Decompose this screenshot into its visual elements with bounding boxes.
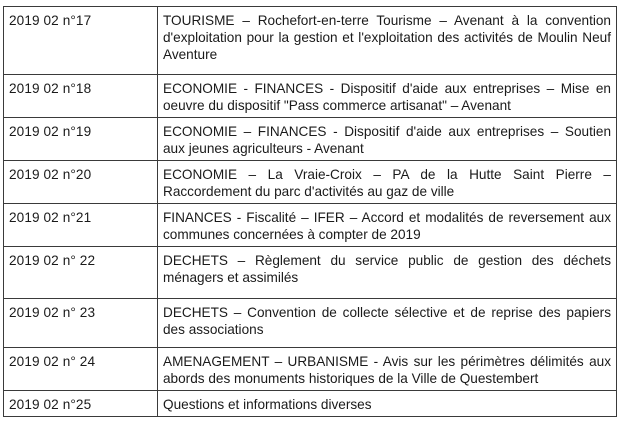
deliberation-subject: ECONOMIE - FINANCES - Dispositif d'aide aux entreprises – Mise en oeuvre du dispositif "Pass commerce artisanat" – Avenant: [158, 75, 617, 118]
table-row: [4, 348, 617, 391]
deliberation-subject: ECONOMIE – La Vraie-Croix – PA de la Hutte Saint Pierre – Raccordement du parc d'activités au gaz de ville: [158, 161, 617, 204]
deliberation-subject: Questions et informations diverses: [158, 391, 617, 417]
deliberation-subject: TOURISME – Rochefort-en-terre Tourisme – Avenant à la convention d'exploitation pour la gestion et l'exploitation des activités de Moulin Neuf Aventure: [158, 7, 617, 75]
table-row: [4, 161, 617, 204]
deliberation-number: 2019 02 n°19: [4, 118, 158, 161]
deliberation-number: 2019 02 n° 22: [4, 247, 158, 299]
deliberation-number: 2019 02 n°20: [4, 161, 158, 204]
deliberation-subject: FINANCES - Fiscalité – IFER – Accord et modalités de reversement aux communes concernées à compter de 2019: [158, 204, 617, 247]
table-row: [4, 299, 617, 348]
deliberation-number: 2019 02 n°25: [4, 391, 158, 417]
deliberation-number: 2019 02 n° 24: [4, 348, 158, 391]
deliberation-subject: DECHETS – Convention de collecte sélective et de reprise des papiers des associations: [158, 299, 617, 348]
table-row: [4, 247, 617, 299]
table-row: [4, 391, 617, 417]
deliberation-subject: ECONOMIE – FINANCES - Dispositif d'aide aux entreprises – Soutien aux jeunes agriculteurs - Avenant: [158, 118, 617, 161]
deliberation-subject: DECHETS – Règlement du service public de gestion des déchets ménagers et assimilés: [158, 247, 617, 299]
deliberations-table: [3, 6, 617, 417]
deliberation-number: 2019 02 n°21: [4, 204, 158, 247]
table-row: [4, 204, 617, 247]
deliberation-number: 2019 02 n° 23: [4, 299, 158, 348]
table-row: [4, 7, 617, 75]
table-row: [4, 118, 617, 161]
table-row: [4, 75, 617, 118]
deliberation-number: 2019 02 n°18: [4, 75, 158, 118]
deliberation-subject: AMENAGEMENT – URBANISME - Avis sur les périmètres délimités aux abords des monuments historiques de la Ville de Questembert: [158, 348, 617, 391]
deliberation-number: 2019 02 n°17: [4, 7, 158, 75]
